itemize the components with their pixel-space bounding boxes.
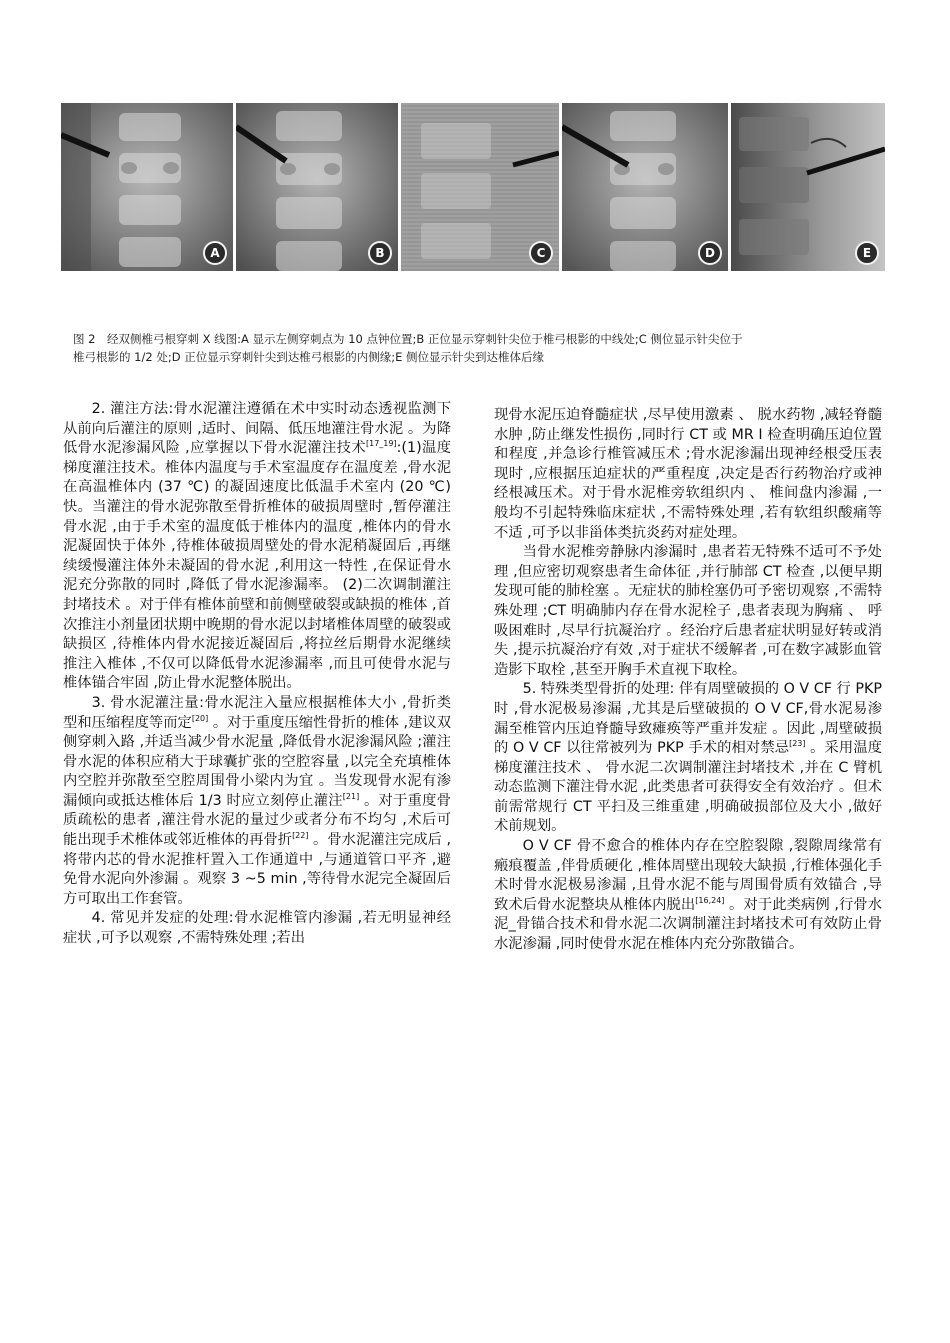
paragraph-infusion-method [63,400,451,694]
text-span: :(1)温度梯度灌注技术。椎体内温度与手术室温度存在温度差 ,骨水泥在高温椎体内 (37 ℃) 的凝固速度比低温手术室内 (20 ℃)快。当灌注的骨水泥弥散至骨折椎体的破损周壁时 ,暂停灌注骨水泥 ,由于手术室的温度低于椎体内的温度 ,椎体内的骨水泥凝固快于体外 ,待椎体破损周壁处的骨水泥稍凝固后 ,再继续缓慢灌注体外未凝固的骨水泥 ,利用这一特性 ,在保证骨水泥充分弥散的同时 ,降低了骨水泥渗漏率。 (2)二次调制灌注封堵技术 。对于伴有椎体前壁和前侧壁破裂或缺损的椎体 ,首次推注小剂量团状期中晚期的骨水泥以封堵椎体周壁的破裂或缺损区 ,待椎体内骨水泥接近凝固后 ,将拉丝后期骨水泥继续推注入椎体 ,不仅可以降低骨水泥渗漏率 ,而且可使骨水泥与椎体锚合牢固 ,防止骨水泥整体脱出。 [63,440,451,692]
text-span: 。骨水泥灌注完成后 ,将带内芯的骨水泥推杆置入工作通道中 ,与通道管口平齐 ,避免骨水泥向外渗漏 。观察 3 ~5 min ,等待骨水泥完全凝固后方可取出工作套管。 [63,832,451,907]
text-span: 。采用温度梯度灌注技术 、 骨水泥二次调制灌注封堵技术 ,并在 C 臂机动态监测下灌注骨水泥 ,此类患者可获得安全有效治疗 。但术前需常规行 CT 平扫及三维重建 ,明确破损部位及大小 ,做好术前规划。 [494,740,882,835]
xray-panel-e [731,103,885,271]
paragraph-venous-leakage: 当骨水泥椎旁静脉内渗漏时 ,患者若无特殊不适可不予处理 ,但应密切观察患者生命体征 ,并行肺部 CT 检查 ,以便早期发现可能的肺栓塞 。无症状的肺栓塞仍可予密切观察 ,不需特殊处理 ;CT 明确肺内存在骨水泥栓子 ,患者表现为胸痛 、 呼吸困难时 ,尽早行抗凝治疗 。经治疗后患者症状明显好转或消失 ,提示抗凝治疗有效 ,对于症状不缓解者 ,可在数字减影血管造影下取栓 ,甚至开胸手术直视下取栓。 [494,544,882,678]
xray-panel-a [61,103,233,271]
text-span: 5. 特殊类型骨折的处理: 伴有周壁破损的 O V CF 行 PKP 时 ,骨水泥极易渗漏 ,尤其是后壁破损的 O V CF,骨水泥易渗漏至椎管内压迫脊髓导致瘫痪等严重并发症 。因此 ,周壁破损的 O V CF 以往常被列为 PKP 手术的相对禁忌 [494,681,882,757]
panel-label-c: C [529,241,553,265]
text-span: 。对于重度骨质疏松的患者 ,灌注骨水泥的量过少或者分布不均匀 ,术后可能出现手术椎体或邻近椎体的再骨折 [63,792,451,849]
right-column [494,406,882,955]
citation: [23] [789,739,806,749]
left-column [63,400,451,949]
text-span: 。对于此类病例 ,行骨水泥_骨锚合技术和骨水泥二次调制灌注封堵技术可有效防止骨水泥渗漏 ,同时使骨水泥在椎体内充分弥散锚合。 [494,896,882,953]
caption-line-2: 椎弓根影的 1/2 处;D 正位显示穿刺针尖到达椎弓根影的内侧缘;E 侧位显示针尖到达椎体后缘 [73,350,544,364]
text-span: O V CF 骨不愈合的椎体内存在空腔裂隙 ,裂隙周缘常有瘢痕覆盖 ,伴骨质硬化 ,椎体周壁出现较大缺损 ,行椎体强化手术时骨水泥极易渗漏 ,且骨水泥不能与周围骨质有效锚合 ,导致术后骨水泥整块从椎体内脱出 [494,838,882,913]
caption-line-1: 图 2 经双侧椎弓根穿刺 X 线图:A 显示左侧穿刺点为 10 点钟位置;B 正位显示穿刺针尖位于椎弓根影的中线处;C 侧位显示针尖位于 [73,332,743,346]
paragraph-special-fractures [494,680,882,837]
panel-label-e: E [855,241,879,265]
figure-caption [73,330,883,366]
xray-panel-d [562,103,728,271]
xray-panel-b [236,103,398,271]
citation: [22] [292,831,309,841]
paragraph-complications: 4. 常见并发症的处理:骨水泥椎管内渗漏 ,若无明显神经症状 ,可予以观察 ,不需特殊处理 ;若出 [63,910,451,947]
text-span: 2. 灌注方法:骨水泥灌注遵循在术中实时动态透视监测下从前向后灌注的原则 ,适时、间隔、低压地灌注骨水泥 。为降低骨水泥渗漏风险 ,应掌握以下骨水泥灌注技术 [63,401,451,457]
text-span: 。对于重度压缩性骨折的椎体 ,建议双侧穿刺入路 ,并适当减少骨水泥量 ,降低骨水泥渗漏风险 ;灌注骨水泥的体积应稍大于球囊扩张的空腔容量 ,以完全充填椎体内空腔并弥散至空腔周围骨小梁内为宜 。当发现骨水泥有渗漏倾向或抵达椎体后 1/3 时应立刻停止灌注 [63,714,451,809]
panel-label-d: D [698,241,722,265]
panel-label-b: B [368,241,392,265]
xray-panel-c [401,103,559,271]
citation: [21] [342,791,360,801]
paragraph-ovcf-nonunion [494,837,882,955]
text-span: 3. 骨水泥灌注量:骨水泥注入量应根据椎体大小 ,骨折类型和压缩程度等而定 [63,694,451,731]
paragraph-infusion-volume [63,694,451,910]
paragraph-complications-cont: 现骨水泥压迫脊髓症状 ,尽早使用激素 、 脱水药物 ,减轻脊髓水肿 ,防止继发性损伤 ,同时行 CT 或 MR I 检查明确压迫位置和程度 ,并急诊行椎管减压术 ;骨水泥渗漏出现神经根受压表现时 ,应根据压迫症状的严重程度 ,决定是否行药物治疗或神经根减压术。对于骨水泥椎旁软组织内 、 椎间盘内渗漏 ,一般均不引起特殊临床症状 ,不需特殊处理 ,若有软组织酸痛等不适 ,可予以非甾体类抗炎药对症处理。 [494,407,882,541]
panel-label-a: A [203,241,227,265]
xray-figure [61,103,888,271]
citation: [17_19] [366,439,397,449]
citation: [16,24] [695,895,725,905]
citation: [20] [191,713,209,723]
